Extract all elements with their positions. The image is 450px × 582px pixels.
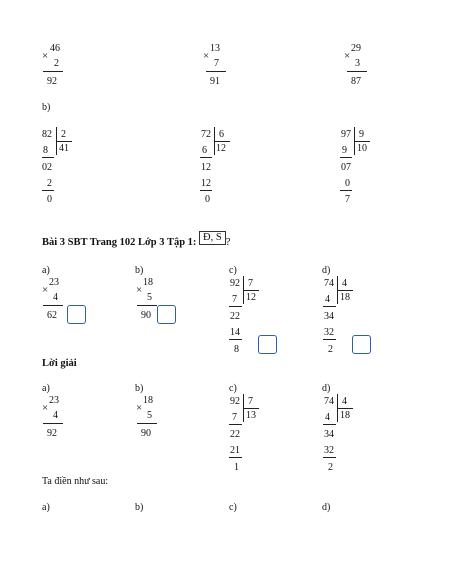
sub-line xyxy=(323,306,336,307)
subtract-2: 14 xyxy=(230,327,240,338)
mult-result: 90 xyxy=(141,428,151,439)
divisor: 6 xyxy=(219,129,224,140)
mult-factor-1: 23 xyxy=(49,277,59,288)
mult-line xyxy=(347,71,367,72)
sub-line xyxy=(323,457,336,458)
dividend: 97 xyxy=(341,129,351,140)
div-underline xyxy=(243,290,259,291)
mult-factor-2: 3 xyxy=(355,58,360,69)
subtract-2: 12 xyxy=(201,178,211,189)
div-underline xyxy=(243,408,259,409)
remainder-2: 0 xyxy=(47,194,52,205)
remainder-2: 1 xyxy=(234,462,239,473)
subtract-2: 21 xyxy=(230,445,240,456)
dividend: 92 xyxy=(230,278,240,289)
label-d: d) xyxy=(322,265,331,276)
remainder-2: 0 xyxy=(205,194,210,205)
subtract-1: 7 xyxy=(232,294,237,305)
times-sign: × xyxy=(42,50,49,62)
remainder-1: 22 xyxy=(230,429,240,440)
subtract-1: 7 xyxy=(232,412,237,423)
subtract-2: 2 xyxy=(47,178,52,189)
mult-line xyxy=(43,71,63,72)
sub-line xyxy=(200,190,212,191)
quotient: 18 xyxy=(340,292,350,303)
sub-line xyxy=(200,157,212,158)
times-sign: × xyxy=(344,50,351,62)
dividend: 82 xyxy=(42,129,52,140)
remainder-2: 7 xyxy=(345,194,350,205)
answer-box-a[interactable] xyxy=(67,305,86,324)
sub-line xyxy=(340,190,352,191)
dividend: 92 xyxy=(230,396,240,407)
remainder-2: 2 xyxy=(328,344,333,355)
mult-factor-2: 5 xyxy=(147,292,152,303)
mult-result: 87 xyxy=(351,76,361,87)
times-sign: × xyxy=(203,50,210,62)
sub-line xyxy=(229,424,242,425)
quotient: 12 xyxy=(216,143,226,154)
sub-line xyxy=(229,339,242,340)
subtract-2: 32 xyxy=(324,445,334,456)
sub-line xyxy=(229,457,242,458)
div-underline xyxy=(337,408,353,409)
quotient: 13 xyxy=(246,410,256,421)
sub-line xyxy=(229,306,242,307)
subtract-1: 4 xyxy=(325,294,330,305)
label-c: c) xyxy=(229,502,237,513)
mult-factor-2: 4 xyxy=(53,292,58,303)
remainder-1: 12 xyxy=(201,162,211,173)
remainder-1: 34 xyxy=(324,311,334,322)
remainder-1: 02 xyxy=(42,162,52,173)
mult-factor-2: 2 xyxy=(54,58,59,69)
label-d: d) xyxy=(322,502,331,513)
subtract-1: 9 xyxy=(342,145,347,156)
answer-box-d[interactable] xyxy=(352,335,371,354)
quotient: 12 xyxy=(246,292,256,303)
mult-line xyxy=(43,423,63,424)
quotient: 10 xyxy=(357,143,367,154)
label-c: c) xyxy=(229,265,237,276)
mult-result: 91 xyxy=(210,76,220,87)
dividend: 74 xyxy=(324,278,334,289)
section-b-label: b) xyxy=(42,102,51,113)
mult-factor-2: 7 xyxy=(214,58,219,69)
times-sign: × xyxy=(42,402,49,414)
mult-factor-1: 18 xyxy=(143,395,153,406)
remainder-2: 8 xyxy=(234,344,239,355)
sub-line xyxy=(323,424,336,425)
div-underline xyxy=(354,141,370,142)
exercise-title: Bài 3 SBT Trang 102 Lớp 3 Tập 1: xyxy=(42,237,197,248)
label-a: a) xyxy=(42,502,50,513)
ds-box: Đ, S xyxy=(199,231,226,245)
solution-title: Lời giải xyxy=(42,358,77,369)
label-b: b) xyxy=(135,383,144,394)
div-underline xyxy=(56,141,72,142)
mult-factor-1: 23 xyxy=(49,395,59,406)
mult-factor-1: 18 xyxy=(143,277,153,288)
div-underline xyxy=(337,290,353,291)
remainder-2: 2 xyxy=(328,462,333,473)
mult-result: 62 xyxy=(47,310,57,321)
sub-line xyxy=(42,190,54,191)
label-b: b) xyxy=(135,265,144,276)
mult-result: 90 xyxy=(141,310,151,321)
times-sign: × xyxy=(42,284,49,296)
subtract-2: 32 xyxy=(324,327,334,338)
subtract-1: 6 xyxy=(202,145,207,156)
divisor: 2 xyxy=(61,129,66,140)
divisor: 7 xyxy=(248,396,253,407)
mult-factor-1: 13 xyxy=(210,43,220,54)
times-sign: × xyxy=(136,284,143,296)
quotient: 18 xyxy=(340,410,350,421)
sub-line xyxy=(323,339,336,340)
dividend: 72 xyxy=(201,129,211,140)
label-c: c) xyxy=(229,383,237,394)
divisor: 9 xyxy=(359,129,364,140)
divisor: 7 xyxy=(248,278,253,289)
mult-factor-1: 46 xyxy=(50,43,60,54)
remainder-1: 34 xyxy=(324,429,334,440)
mult-result: 92 xyxy=(47,428,57,439)
label-a: a) xyxy=(42,265,50,276)
quotient: 41 xyxy=(59,143,69,154)
exercise-heading xyxy=(42,232,231,250)
sub-line xyxy=(42,157,54,158)
question-mark: ? xyxy=(225,237,231,248)
dividend: 74 xyxy=(324,396,334,407)
label-d: d) xyxy=(322,383,331,394)
div-underline xyxy=(214,141,230,142)
mult-result: 92 xyxy=(47,76,57,87)
mult-factor-1: 29 xyxy=(351,43,361,54)
remainder-1: 07 xyxy=(341,162,351,173)
subtract-1: 8 xyxy=(43,145,48,156)
mult-factor-2: 4 xyxy=(53,410,58,421)
fill-instruction: Ta điền như sau: xyxy=(42,476,109,487)
answer-box-b[interactable] xyxy=(157,305,176,324)
divisor: 4 xyxy=(342,278,347,289)
subtract-2: 0 xyxy=(345,178,350,189)
mult-line xyxy=(206,71,226,72)
remainder-1: 22 xyxy=(230,311,240,322)
mult-factor-2: 5 xyxy=(147,410,152,421)
mult-line xyxy=(43,305,63,306)
subtract-1: 4 xyxy=(325,412,330,423)
answer-box-c[interactable] xyxy=(258,335,277,354)
sub-line xyxy=(340,157,352,158)
mult-line xyxy=(137,305,157,306)
divisor: 4 xyxy=(342,396,347,407)
times-sign: × xyxy=(136,402,143,414)
label-a: a) xyxy=(42,383,50,394)
label-b: b) xyxy=(135,502,144,513)
mult-line xyxy=(137,423,157,424)
